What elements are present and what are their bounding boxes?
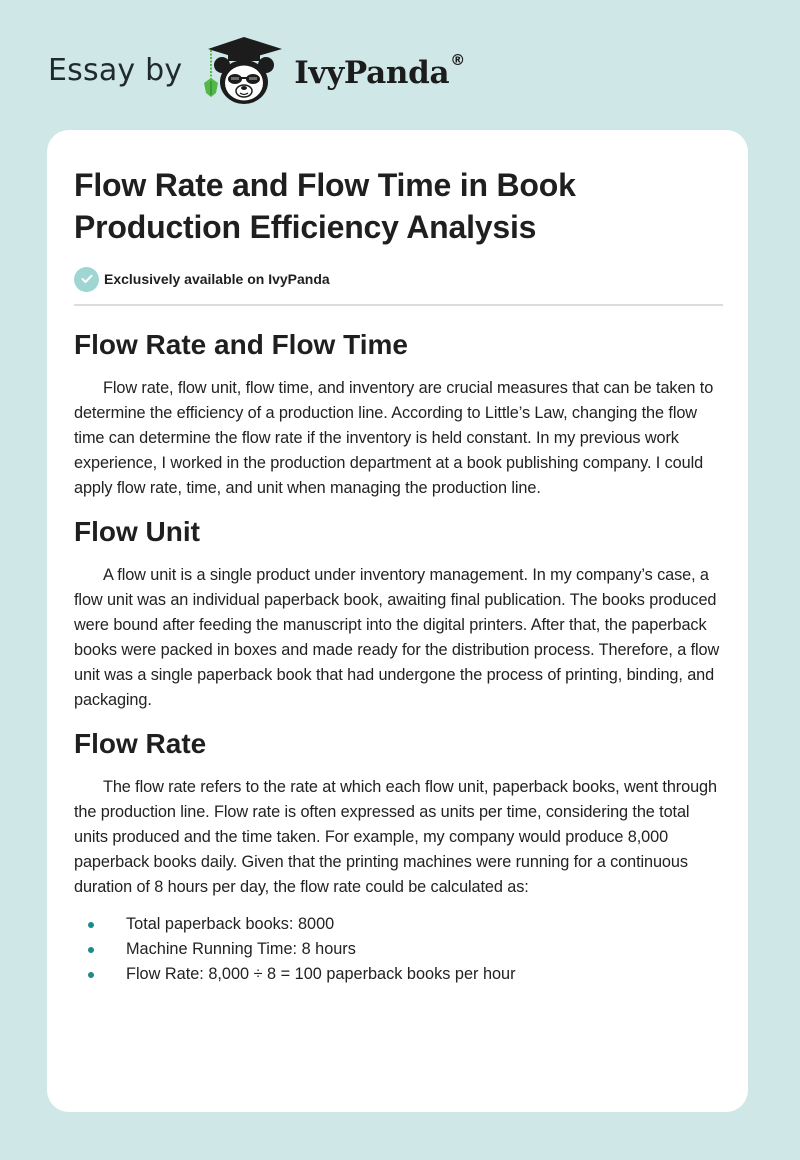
page-title: Flow Rate and Flow Time in Book Production Efficiency Analysis xyxy=(74,167,576,245)
section-paragraph: The flow rate refers to the rate at which each flow unit, paperback books, went through the production line. Flow rate is often expressed as units per time, considering the total units produced and the time taken. For example, my company would produce 8,000 paperback books daily. Given that the printing machines were running for a continuous duration of 8 hours per day, the flow rate could be calculated as: xyxy=(74,778,717,896)
section-heading: Flow Unit xyxy=(74,516,200,547)
panda-graduate-logo-icon[interactable] xyxy=(200,35,286,107)
list-item xyxy=(74,962,722,987)
bullet-dot-icon xyxy=(88,947,94,953)
section-heading: Flow Rate and Flow Time xyxy=(74,329,408,360)
section-flow-rate-and-flow-time xyxy=(74,328,722,501)
calculation-list xyxy=(74,912,722,987)
registered-mark: ® xyxy=(450,51,465,69)
section-paragraph: A flow unit is a single product under inventory management. In my company’s case, a flow unit was an individual paperback book, awaiting final publication. The books produced were bound after feeding the manuscript into the digital printers. After that, the paperback books were packed in boxes and made ready for the distribution process. Therefore, a flow unit was a single paperback book that had undergone the process of printing, binding, and packaging. xyxy=(74,566,720,709)
brand-name[interactable]: IvyPanda® xyxy=(294,51,465,91)
check-circle-icon xyxy=(74,267,99,292)
list-item-text: Flow Rate: 8,000 ÷ 8 = 100 paperback books per hour xyxy=(126,965,516,983)
exclusive-badge xyxy=(74,266,722,292)
title-divider xyxy=(74,304,723,306)
list-item xyxy=(74,937,722,962)
section-flow-unit xyxy=(74,515,722,713)
list-item xyxy=(74,912,722,937)
exclusive-badge-text: Exclusively available on IvyPanda xyxy=(104,271,330,287)
essay-by-label: Essay by xyxy=(48,52,183,88)
section-flow-rate xyxy=(74,727,722,987)
list-item-text: Total paperback books: 8000 xyxy=(126,915,335,933)
essay-card xyxy=(47,130,748,1112)
bullet-dot-icon xyxy=(88,972,94,978)
list-item-text: Machine Running Time: 8 hours xyxy=(126,940,356,958)
section-paragraph: Flow rate, flow unit, flow time, and inventory are crucial measures that can be taken to determine the efficiency of a production line. According to Little’s Law, changing the flow time can determine the flow rate if the inventory is held constant. In my previous work experience, I worked in the production department at a book publishing company. I could apply flow rate, time, and unit when managing the production line. xyxy=(74,379,714,497)
site-header xyxy=(48,36,465,106)
section-heading: Flow Rate xyxy=(74,728,207,759)
bullet-dot-icon xyxy=(88,922,94,928)
